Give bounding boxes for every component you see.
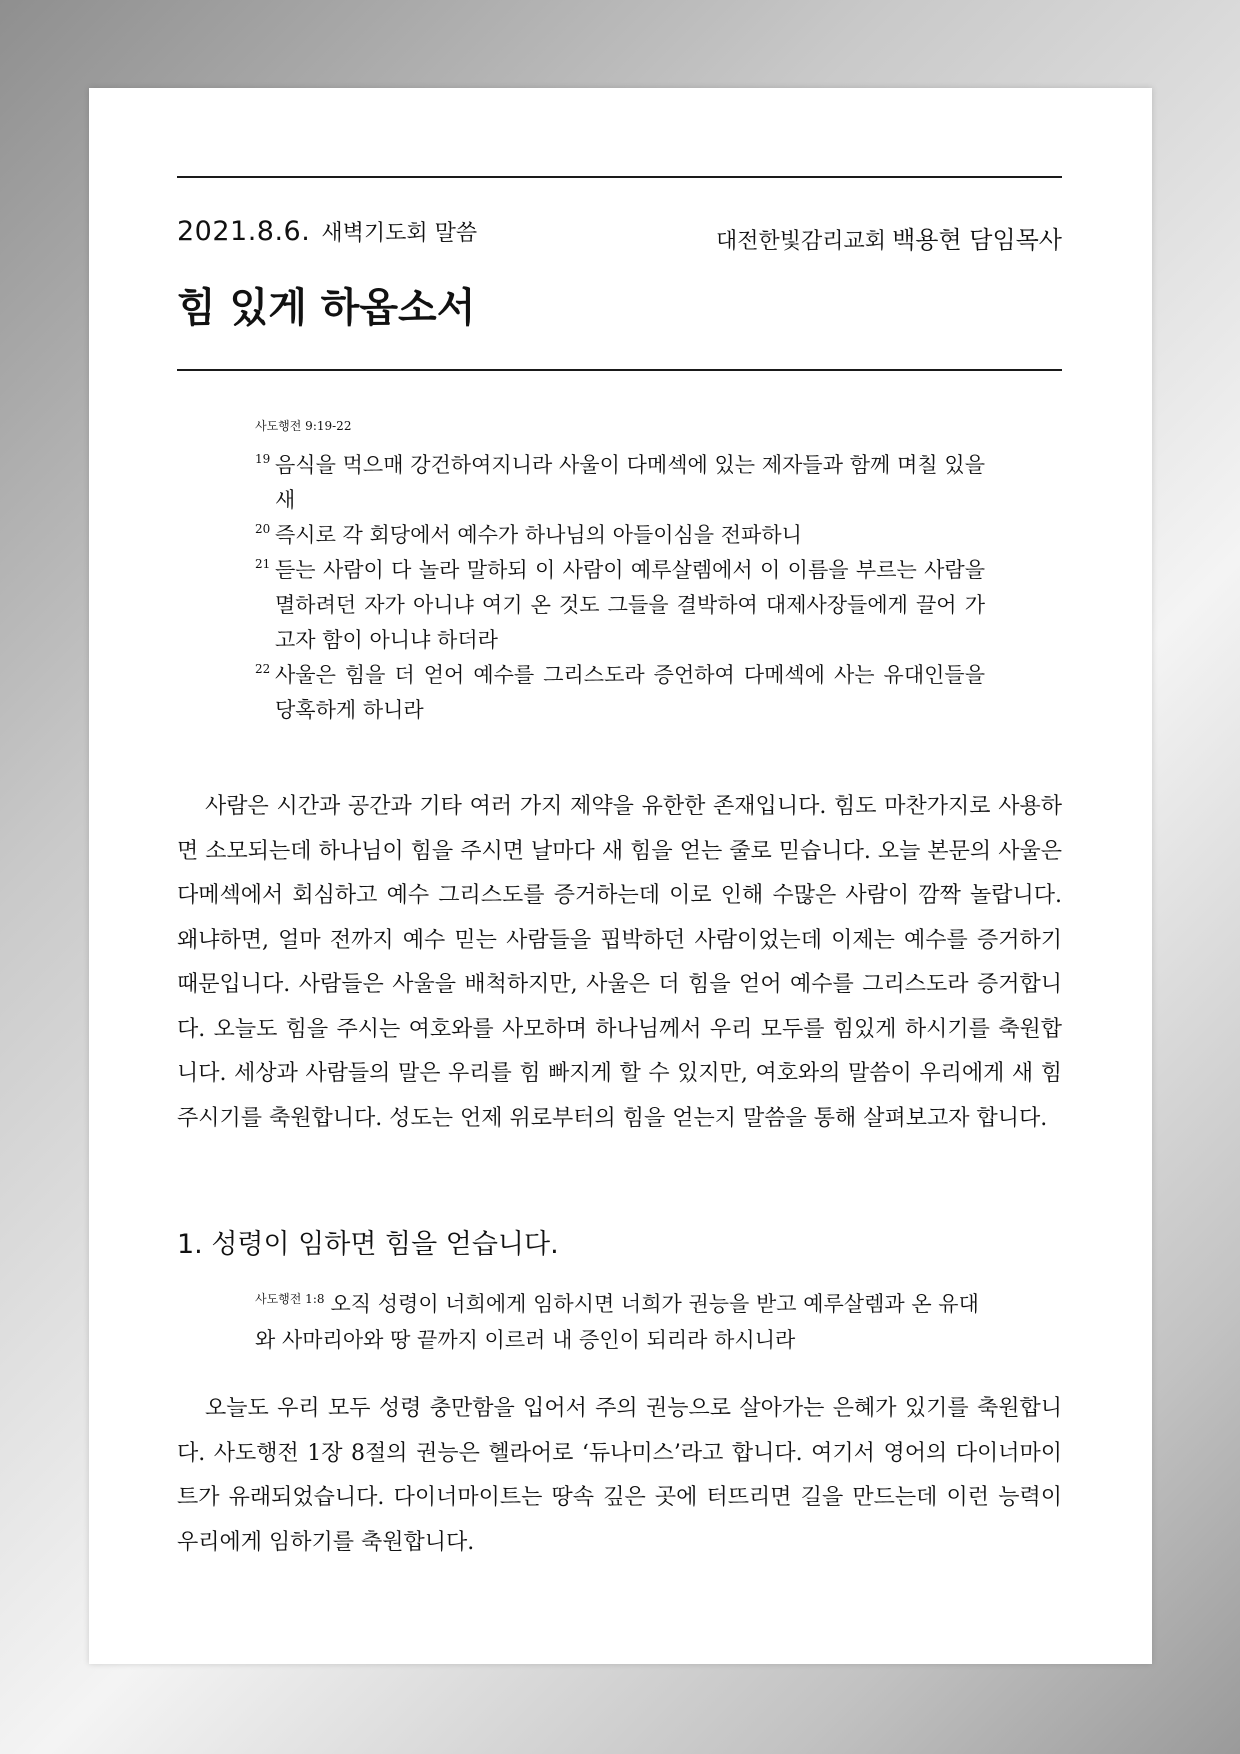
verse-text: 음식을 먹으매 강건하여지니라 사울이 다메섹에 있는 제자들과 함께 며칠 있을새	[275, 453, 985, 512]
top-divider	[177, 176, 1062, 178]
document-page	[89, 88, 1152, 1664]
verse-text: 사울은 힘을 더 얻어 예수를 그리스도라 증언하여 다메섹에 사는 유대인들을 당혹하게 하니라	[275, 663, 985, 722]
pastor-name: 백용현 담임목사	[892, 226, 1062, 254]
intro-paragraph: 사람은 시간과 공간과 기타 여러 가지 제약을 유한한 존재입니다. 힘도 마찬가지로 사용하면 소모되는데 하나님이 힘을 주시면 날마다 새 힘을 얻는 줄로 믿습니다. 오늘 본문의 사울은 다메섹에서 회심하고 예수 그리스도를 증거하는데 이로 인해 수많은 사람이 깜짝 놀랍니다. 왜냐하면, 얼마 전까지 예수 믿는 사람들을 핍박하던 사람이었는데 이제는 예수를 증거하기 때문입니다. 사람들은 사울을 배척하지만, 사울은 더 힘을 얻어 예수를 그리스도라 증거합니다. 오늘도 힘을 주시는 여호와를 사모하며 하나님께서 우리 모두를 힘있게 하시기를 축원합니다. 세상과 사람들의 말은 우리를 힘 빠지게 할 수 있지만, 여호와의 말씀이 우리에게 새 힘 주시기를 축원합니다. 성도는 언제 위로부터의 힘을 얻는지 말씀을 통해 살펴보고자 합니다.	[177, 794, 1062, 1131]
sermon-header	[177, 216, 1062, 256]
verse-number: 22	[255, 662, 271, 676]
verse-22	[255, 658, 985, 728]
verse-20	[255, 518, 985, 553]
verse-number: 20	[255, 522, 271, 536]
verse-19	[255, 448, 985, 518]
sermon-title: 힘 있게 하옵소서	[177, 285, 476, 331]
church-pastor	[716, 220, 1062, 255]
service-name: 새벽기도회 말씀	[321, 221, 478, 246]
scripture-block	[255, 417, 985, 728]
verse-text: 듣는 사람이 다 놀라 말하되 이 사람이 예루살렘에서 이 이름을 부르는 사람을 멸하려던 자가 아니냐 여기 온 것도 그들을 결박하여 대제사장들에게 끌어 가고자 함이 아니냐 하더라	[275, 558, 985, 652]
verse-number: 19	[255, 452, 271, 466]
bottom-divider	[177, 369, 1062, 371]
quote-text: 오직 성령이 너희에게 임하시면 너희가 권능을 받고 예루살렘과 온 유대와 사마리아와 땅 끝까지 이르러 내 증인이 되리라 하시니라	[255, 1292, 979, 1352]
section-1-quote	[255, 1281, 985, 1358]
verse-list	[255, 448, 985, 728]
scripture-reference: 사도행전 9:19-22	[255, 419, 352, 433]
quote-reference: 사도행전 1:8	[255, 1292, 325, 1306]
church-name: 대전한빛감리교회	[716, 229, 887, 254]
verse-21	[255, 553, 985, 658]
verse-text: 즉시로 각 회당에서 예수가 하나님의 아들이심을 전파하니	[275, 523, 802, 547]
section-1-paragraph: 오늘도 우리 모두 성령 충만함을 입어서 주의 권능으로 살아가는 은혜가 있기를 축원합니다. 사도행전 1장 8절의 권능은 헬라어로 ‘듀나미스’라고 합니다. 여기서 영어의 다이너마이트가 유래되었습니다. 다이너마이트는 땅속 깊은 곳에 터뜨리면 길을 만드는데 이런 능력이 우리에게 임하기를 축원합니다.	[177, 1396, 1062, 1555]
sermon-date: 2021.8.6.	[177, 216, 311, 247]
verse-number: 21	[255, 557, 271, 571]
section-1-heading: 1. 성령이 임하면 힘을 얻습니다.	[177, 1229, 559, 1260]
